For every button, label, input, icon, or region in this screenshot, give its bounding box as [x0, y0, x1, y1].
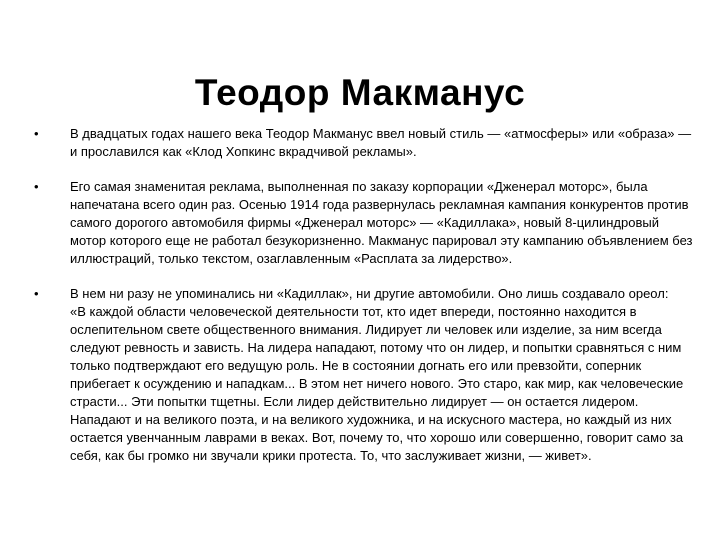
- bullet-item: [0, 125, 720, 161]
- bullet-dot-icon: •: [34, 126, 39, 141]
- bullet-text: В двадцатых годах нашего века Теодор Макманус ввел новый стиль — «атмосферы» или «образа» — и прославился как «Клод Хопкинс вкрадчивой рекламы».: [70, 126, 692, 159]
- bullet-dot-icon: •: [34, 286, 39, 301]
- slide-title: Теодор Макманус: [194, 71, 526, 113]
- bullet-item: [0, 178, 720, 268]
- bullet-list: [0, 125, 720, 482]
- bullet-text: Его самая знаменитая реклама, выполненная по заказу корпорации «Дженерал моторс», была напечатана всего один раз. Осенью 1914 года развернулась рекламная кампания конкурентов против самого дорогого автомобиля фирмы «Дженерал моторс» — «Кадиллака», новый 8-цилиндровый мотор которого еще не работал безукоризненно. Макманус парировал эту кампанию объявлением без иллюстраций, только текстом, озаглавленным «Расплата за лидерство».: [70, 179, 693, 266]
- bullet-text: В нем ни разу не упоминались ни «Кадиллак», ни другие автомобили. Оно лишь создавало ореол: «В каждой области человеческой деятельности тот, кто идет впереди, постоянно находится в ослепительном свете общественного внимания. Лидирует ли человек или изделие, за ним всегда следуют ревность и зависть. На лидера нападают, потому что он лидер, и попытки сравняться с ним только подтверждают его ведущую роль. Не в состоянии догнать его или превзойти, соперник прибегает к осуждению и нападкам... В этом нет ничего нового. Это старо, как мир, как человеческие страсти... Эти попытки тщетны. Если лидер действительно лидирует — он остается лидером. Нападают и на великого поэта, и на великого художника, и на искусного мастера, но каждый из них остается увенчанным лаврами в веках. Вот, почему то, что хорошо или совершенно, говорит само за себя, как бы громко ни звучали крики протеста. То, что заслуживает жизни, — живет».: [70, 286, 684, 463]
- bullet-dot-icon: •: [34, 179, 39, 194]
- bullet-item: [0, 285, 720, 465]
